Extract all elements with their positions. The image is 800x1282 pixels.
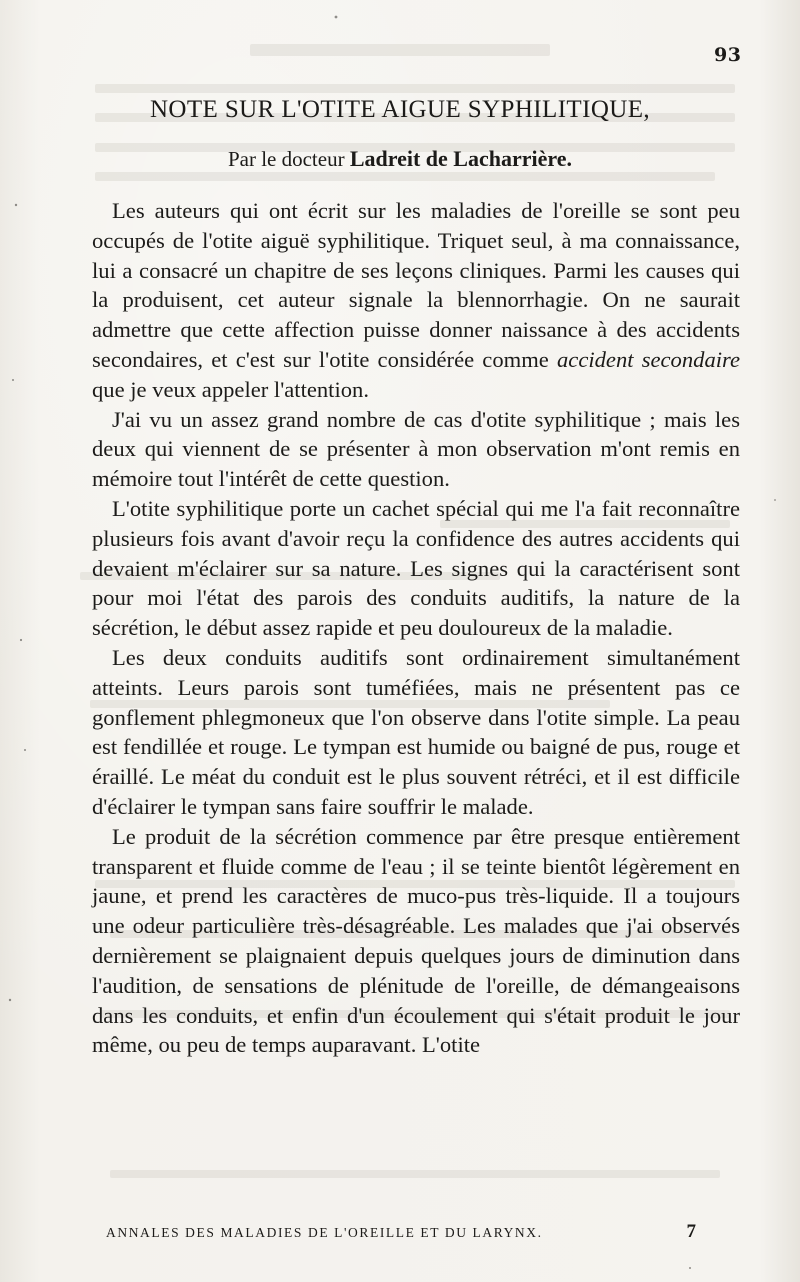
paragraph-text: que je veux appeler l'attention. <box>92 376 369 402</box>
paragraph-text: Les auteurs qui ont écrit sur les maladies de l'oreille se sont peu occupés de l'otite aiguë syphilitique. Triquet seul, à ma connaissance, lui a consacré un chapitre de ses leçons cliniques. Parmi les causes qui la produisent, cet auteur signale la blennorrhagie. On ne saurait admettre que cette affection puisse donner naissance à des accidents secondaires, et c'est sur l'otite considérée comme <box>92 198 740 372</box>
emphasis-text: accident secondaire <box>557 346 741 372</box>
page-number: 93 <box>714 44 742 66</box>
signature-mark: 7 <box>686 1221 696 1242</box>
paragraph: J'ai vu un assez grand nombre de cas d'otite syphilitique ; mais les deux qui viennent de se présenter à mon observation m'ont remis en mémoire tout l'intérêt de cette question. <box>92 406 740 492</box>
paragraph: Les deux conduits auditifs sont ordinairement simultanément atteints. Leurs parois sont tuméfiées, mais ne présentent pas ce gonflement phlegmoneux que l'on observe dans l'otite simple. La peau est fendillée et rouge. Le tympan est humide ou baigné de pus, rouge et éraillé. Le méat du conduit est le plus souvent rétréci, et il est difficile d'éclairer le tympan sans faire souffrir le malade. <box>92 644 740 819</box>
journal-name: ANNALES DES MALADIES DE L'OREILLE ET DU LARYNX. <box>106 1225 543 1240</box>
byline-prefix: Par le docteur <box>227 147 345 171</box>
paragraph: L'otite syphilitique porte un cachet spécial qui me l'a fait reconnaître plusieurs fois avant d'avoir reçu la confidence des autres accidents qui devaient m'éclairer sur sa nature. Les signes qui la caractérisent sont pour moi l'état des parois des conduits auditifs, la nature de la sécrétion, le début assez rapide et peu douloureux de la maladie. <box>92 495 740 641</box>
paragraph: Le produit de la sécrétion commence par être presque entièrement transparent et fluide comme de l'eau ; il se teinte bientôt légèrement en jaune, et prend les caractères de muco-pus très-liquide. Il a toujours une odeur particulière très-désagréable. Les malades que j'ai observés dernièrement se plaignaient depuis quelques jours de diminution dans l'audition, de sensations de plénitude de l'oreille, de démangeaisons dans les conduits, et enfin d'un écoulement qui s'était produit le jour même, ou peu de temps auparavant. L'otite <box>92 823 740 1058</box>
byline-author: Ladreit de Lacharrière. <box>349 146 573 171</box>
article-title: NOTE SUR L'OTITE AIGUE SYPHILITIQUE, <box>149 96 651 123</box>
